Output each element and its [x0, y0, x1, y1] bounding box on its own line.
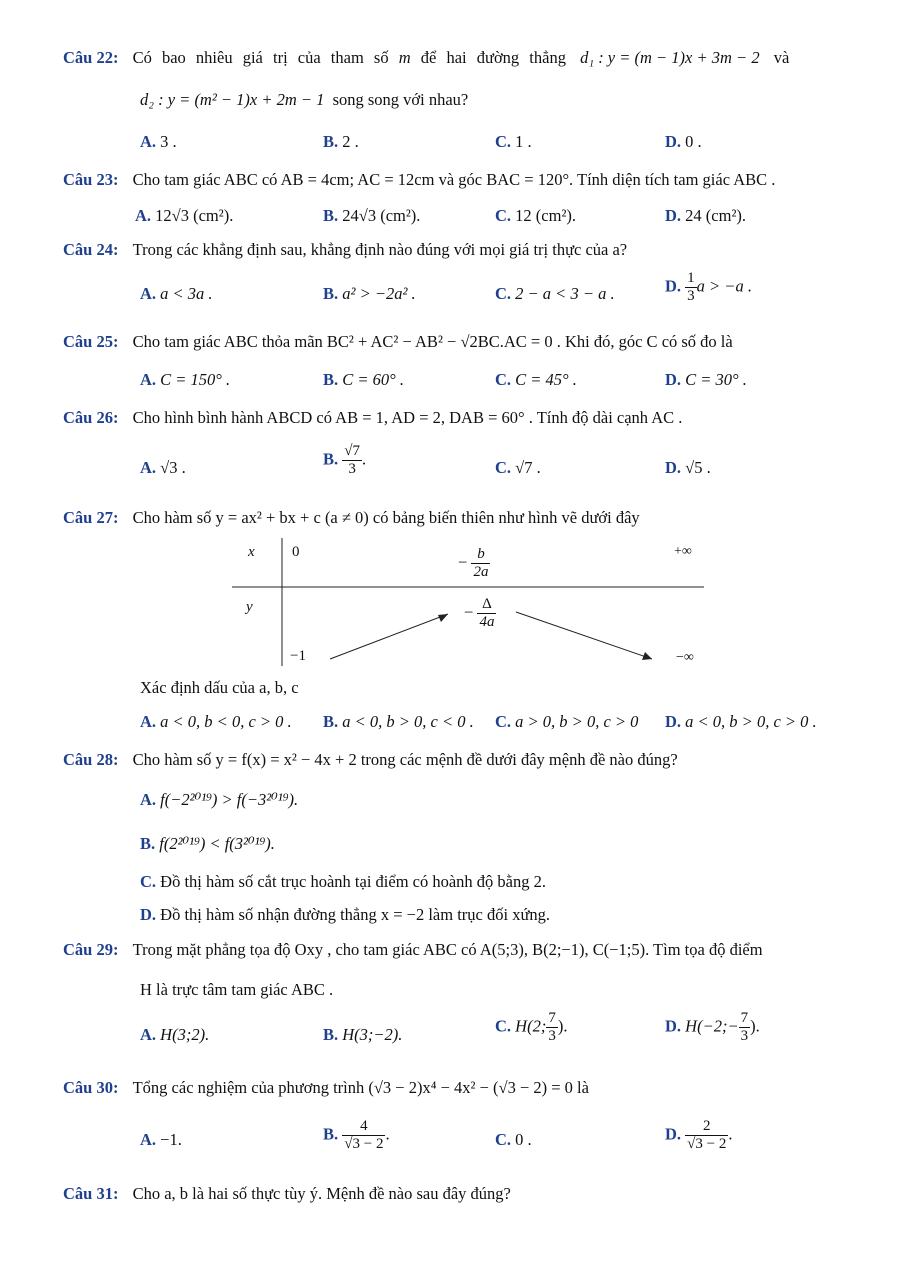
- option-label: D.: [665, 712, 682, 731]
- q24-option-c[interactable]: [495, 284, 615, 304]
- q27-option-d[interactable]: [665, 712, 817, 732]
- option-label: B.: [323, 449, 339, 469]
- minus-sign: −: [458, 552, 468, 572]
- q28-option-b[interactable]: [140, 834, 275, 854]
- option-value: .: [728, 1124, 733, 1144]
- option-label: A.: [135, 206, 152, 225]
- q29-option-b[interactable]: [323, 1025, 402, 1045]
- option-value: √3 .: [160, 458, 186, 477]
- option-value: C = 30° .: [685, 370, 747, 389]
- q25-option-a[interactable]: [140, 370, 230, 390]
- option-prefix: H(−2;−: [685, 1016, 739, 1036]
- q26-option-d[interactable]: [665, 458, 711, 478]
- option-value: ).: [557, 1016, 568, 1036]
- option-label: A.: [140, 712, 157, 731]
- option-label: C.: [495, 284, 512, 303]
- option-label: D.: [665, 458, 682, 477]
- option-label: B.: [140, 834, 156, 853]
- option-value: H(3;−2).: [342, 1025, 403, 1044]
- q27-number: Câu 27:: [63, 508, 119, 527]
- q30-option-b[interactable]: [323, 1118, 390, 1153]
- option-label: C.: [495, 458, 512, 477]
- fraction-numerator: √7: [344, 443, 360, 459]
- fraction-denominator: √3 − 2: [344, 1136, 384, 1152]
- table-x-inf: +∞: [674, 544, 692, 559]
- option-value: 0 .: [515, 1130, 532, 1149]
- q31-text: Cho a, b là hai số thực tùy ý. Mệnh đề nào sau đây đúng?: [132, 1184, 511, 1203]
- fraction-numerator: 1: [687, 270, 695, 286]
- option-value: C = 150° .: [160, 370, 231, 389]
- q25-line: [63, 332, 733, 352]
- q31-number: Câu 31:: [63, 1184, 119, 1203]
- option-value: √5 .: [685, 458, 711, 477]
- q30-line: [63, 1078, 589, 1098]
- option-value: 2 − a < 3 − a .: [515, 284, 615, 303]
- option-label: C.: [495, 206, 512, 225]
- q22-text-b: để hai đường thẳng: [420, 48, 566, 67]
- q29-text2: H là trực tâm tam giác ABC .: [140, 980, 334, 999]
- fraction: [739, 1010, 751, 1045]
- q29-line: [63, 940, 763, 960]
- arrow-down: [516, 612, 652, 659]
- option-value: 1 .: [515, 132, 532, 151]
- q30-option-d[interactable]: [665, 1118, 733, 1153]
- fraction-denominator: 3: [348, 461, 356, 477]
- q26-text: Cho hình bình hành ABCD có AB = 1, AD = 2, DAB = 60° . Tính độ dài cạnh AC .: [132, 408, 683, 427]
- option-value: C = 45° .: [515, 370, 577, 389]
- q31-line: [63, 1184, 511, 1204]
- option-label: B.: [323, 206, 339, 225]
- option-value: a² > −2a² .: [342, 284, 416, 303]
- fraction-numerator: 2: [685, 1118, 728, 1136]
- q23-text: Cho tam giác ABC có AB = 4cm; AC = 12cm và góc BAC = 120°. Tính diện tích tam giác ABC .: [132, 170, 776, 189]
- fraction: [342, 443, 362, 478]
- table-xv: [458, 546, 490, 581]
- fraction: [471, 546, 490, 581]
- fraction: [546, 1010, 558, 1045]
- fraction-denominator: √3 − 2: [687, 1136, 727, 1152]
- q28-option-d[interactable]: [140, 905, 550, 925]
- table-y-left: −1: [290, 648, 306, 664]
- option-value: a > 0, b > 0, c > 0: [515, 712, 639, 731]
- option-value: a < 0, b > 0, c < 0 .: [342, 712, 474, 731]
- table-x0: 0: [292, 544, 300, 560]
- option-label: B.: [323, 1025, 339, 1044]
- option-label: C.: [495, 1130, 512, 1149]
- q30-option-a[interactable]: [140, 1130, 182, 1150]
- option-label: A.: [140, 132, 157, 151]
- q28-line: [63, 750, 678, 770]
- option-label: C.: [140, 872, 157, 891]
- option-label: D.: [665, 206, 682, 225]
- option-value: C = 60° .: [342, 370, 405, 389]
- q23-line: [63, 170, 775, 190]
- fraction-denominator: 3: [548, 1028, 556, 1044]
- q23-option-c[interactable]: [495, 206, 576, 226]
- q28-option-c[interactable]: [140, 872, 546, 892]
- table-y-top: [464, 596, 496, 631]
- q25-text: Cho tam giác ABC thỏa mãn BC² + AC² − AB² − √2BC.AC = 0 . Khi đó, góc C có số đo là: [132, 332, 733, 351]
- option-value: a > −a .: [696, 276, 752, 296]
- table-y-right: −∞: [676, 650, 694, 665]
- q25-option-d[interactable]: [665, 370, 747, 390]
- q29-option-a[interactable]: [140, 1025, 209, 1045]
- q27-text: Cho hàm số y = ax² + bx + c (a ≠ 0) có bảng biến thiên như hình vẽ dưới đây: [132, 508, 640, 527]
- fraction: [477, 596, 496, 631]
- q22-text-a: Có bao nhiêu giá trị của tham số: [132, 48, 389, 67]
- q22-number: Câu 22:: [63, 48, 119, 67]
- q23-option-d[interactable]: [665, 206, 746, 226]
- q29-option-c[interactable]: [495, 1010, 567, 1045]
- q22-d2: d₂ : y = (m² − 1)x + 2m − 1: [140, 90, 325, 109]
- fraction-denominator: 3: [687, 288, 695, 304]
- q25-option-b[interactable]: [323, 370, 404, 390]
- fraction-numerator: Δ: [477, 596, 496, 614]
- q22-option-d[interactable]: [665, 132, 702, 152]
- q24-option-b[interactable]: [323, 284, 416, 304]
- q29-text: Trong mặt phẳng tọa độ Oxy , cho tam giác ABC có A(5;3), B(2;−1), C(−1;5). Tìm tọa độ điểm: [132, 940, 763, 959]
- q25-option-c[interactable]: [495, 370, 577, 390]
- option-value: a < 0, b > 0, c > 0 .: [685, 712, 817, 731]
- option-value: 12√3 (cm²).: [155, 206, 234, 225]
- option-value: .: [385, 1124, 390, 1144]
- q29-number: Câu 29:: [63, 940, 119, 959]
- fraction: [685, 1118, 728, 1153]
- q24-text: Trong các khẳng định sau, khẳng định nào đúng với mọi giá trị thực của a?: [132, 240, 628, 259]
- option-value: 12 (cm²).: [515, 206, 577, 225]
- q22-line2: [140, 90, 468, 110]
- q23-option-a[interactable]: [135, 206, 233, 226]
- option-value: Đồ thị hàm số cắt trục hoành tại điểm có hoành độ bằng 2.: [160, 872, 546, 891]
- fraction-numerator: b: [471, 546, 490, 564]
- variation-table: [232, 538, 704, 668]
- minus-sign: −: [464, 602, 474, 622]
- q22-option-b[interactable]: [323, 132, 359, 152]
- fraction-numerator: 7: [548, 1010, 556, 1026]
- fraction-denominator: 4a: [479, 614, 495, 630]
- q24-option-d[interactable]: [665, 270, 752, 305]
- option-label: D.: [140, 905, 157, 924]
- arrow-up: [330, 614, 448, 659]
- q25-number: Câu 25:: [63, 332, 119, 351]
- option-value: a < 3a .: [160, 284, 213, 303]
- fraction-numerator: 7: [740, 1010, 749, 1026]
- option-label: B.: [323, 132, 339, 151]
- option-value: f(2²⁰¹⁹) < f(3²⁰¹⁹).: [159, 834, 275, 853]
- option-prefix: H(2;: [515, 1016, 547, 1036]
- q27-option-b[interactable]: [323, 712, 474, 732]
- q28-number: Câu 28:: [63, 750, 119, 769]
- q22-d1: d₁ : y = (m − 1)x + 3m − 2: [580, 48, 760, 67]
- q27-option-c[interactable]: [495, 712, 638, 732]
- option-label: C.: [495, 370, 512, 389]
- option-value: √7 .: [515, 458, 541, 477]
- option-value: .: [362, 449, 367, 469]
- q26-option-c[interactable]: [495, 458, 541, 478]
- fraction: [342, 1118, 385, 1153]
- option-value: 24 (cm²).: [685, 206, 747, 225]
- option-value: 3 .: [160, 132, 177, 151]
- q24-line: [63, 240, 627, 260]
- q24-number: Câu 24:: [63, 240, 119, 259]
- option-label: B.: [323, 712, 339, 731]
- q26-number: Câu 26:: [63, 408, 119, 427]
- q24-option-a[interactable]: [140, 284, 213, 304]
- option-label: C.: [495, 712, 512, 731]
- option-label: B.: [323, 1124, 339, 1144]
- option-value: ).: [750, 1016, 760, 1036]
- option-label: D.: [665, 132, 682, 151]
- q30-text: Tổng các nghiệm của phương trình (√3 − 2)x⁴ − 4x² − (√3 − 2) = 0 là: [132, 1078, 589, 1097]
- fraction-numerator: 4: [342, 1118, 385, 1136]
- option-value: Đồ thị hàm số nhận đường thẳng x = −2 làm trục đối xứng.: [160, 905, 551, 924]
- q22-line1: [63, 48, 789, 68]
- q23-number: Câu 23:: [63, 170, 119, 189]
- option-value: −1.: [160, 1130, 182, 1149]
- option-value: 2 .: [342, 132, 359, 151]
- q27-question: Xác định dấu của a, b, c: [140, 678, 299, 697]
- q27-option-a[interactable]: [140, 712, 292, 732]
- table-y-label: y: [246, 599, 253, 615]
- q30-number: Câu 30:: [63, 1078, 119, 1097]
- option-value: 24√3 (cm²).: [342, 206, 421, 225]
- q29-option-d[interactable]: [665, 1010, 760, 1045]
- option-value: 0 .: [685, 132, 702, 151]
- q28-text: Cho hàm số y = f(x) = x² − 4x + 2 trong các mệnh đề dưới đây mệnh đề nào đúng?: [132, 750, 678, 769]
- fraction-denominator: 3: [740, 1028, 749, 1044]
- option-label: D.: [665, 370, 682, 389]
- q30-option-c[interactable]: [495, 1130, 532, 1150]
- q22-var-m: m: [398, 48, 411, 67]
- option-value: H(3;2).: [160, 1025, 210, 1044]
- option-label: A.: [140, 790, 157, 809]
- option-value: f(−2²⁰¹⁹) > f(−3²⁰¹⁹).: [160, 790, 299, 809]
- option-label: A.: [140, 370, 157, 389]
- option-label: C.: [495, 1016, 512, 1036]
- q22-text-c: song song với nhau?: [332, 90, 469, 109]
- q23-option-b[interactable]: [323, 206, 420, 226]
- option-label: B.: [323, 284, 339, 303]
- q26-option-a[interactable]: [140, 458, 186, 478]
- option-label: A.: [140, 1130, 157, 1149]
- q22-option-a[interactable]: [140, 132, 177, 152]
- option-label: A.: [140, 1025, 157, 1044]
- fraction: [685, 270, 697, 305]
- q22-va: và: [773, 48, 790, 67]
- option-label: D.: [665, 276, 682, 296]
- option-label: D.: [665, 1016, 682, 1036]
- option-label: A.: [140, 458, 157, 477]
- q28-option-a[interactable]: [140, 790, 298, 810]
- option-label: A.: [140, 284, 157, 303]
- table-x-label: x: [248, 544, 255, 560]
- option-value: a < 0, b < 0, c > 0 .: [160, 712, 292, 731]
- q27-line: [63, 508, 640, 528]
- q26-line: [63, 408, 682, 428]
- option-label: C.: [495, 132, 512, 151]
- q26-option-b[interactable]: [323, 443, 366, 478]
- fraction-denominator: 2a: [473, 564, 489, 580]
- option-label: D.: [665, 1124, 682, 1144]
- option-label: B.: [323, 370, 339, 389]
- q22-option-c[interactable]: [495, 132, 532, 152]
